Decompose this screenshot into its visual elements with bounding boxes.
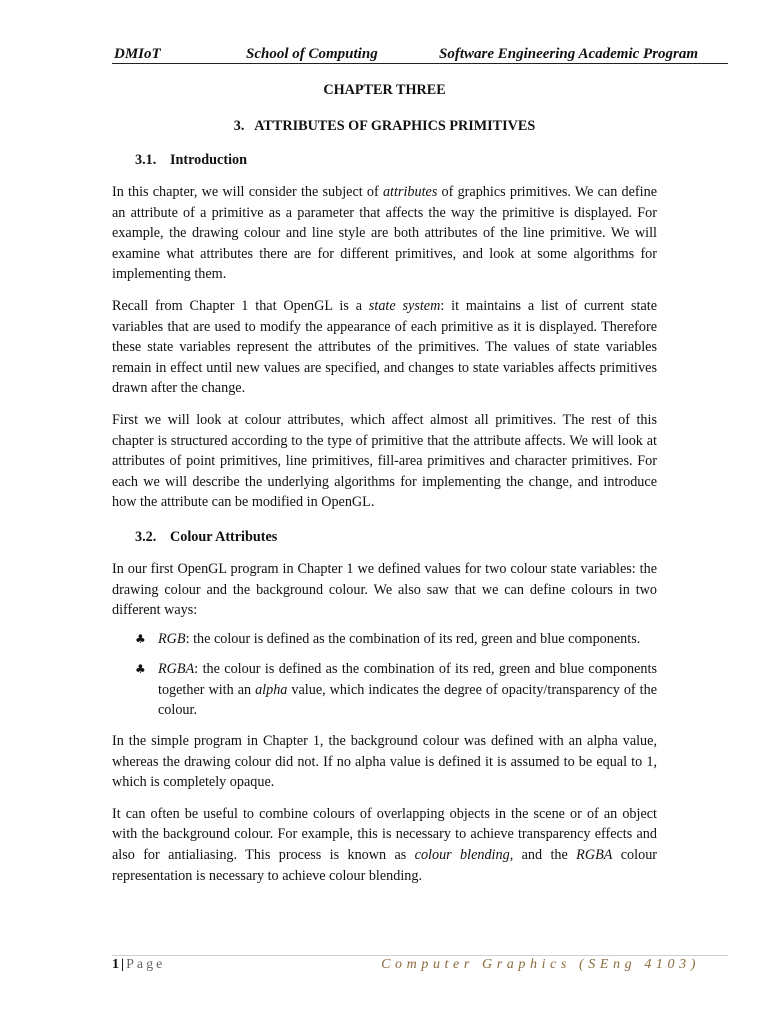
paragraph-colour-blending — [112, 804, 657, 886]
text-run: : it maintains a list of current state variables that are used to modify the appearance of each primitive as it is displayed. Therefore these state variables represent the attributes of the primitives. The values of state variables remain in effect until new values are specified, and changes to state variables affects primitives drawn after the change. — [112, 297, 657, 397]
text-run: Recall from Chapter 1 that OpenGL is a — [112, 297, 369, 314]
page-number: 1 — [112, 957, 119, 972]
document-body — [112, 80, 657, 897]
text-run: of graphics primitives. We can define an attribute of a primitive as a parameter that affects the way the primitive is displayed. For example, the drawing colour and line style are both attributes of the line primitive. We will examine what attributes there are for different primitives, and look at some algorithms for implementing them. — [112, 184, 657, 283]
footer-separator: | — [121, 957, 125, 972]
footer-divider — [112, 955, 728, 956]
term-rgba: RGBA — [158, 661, 195, 678]
subsection-title: Colour Attributes — [170, 528, 278, 545]
club-bullet-icon: ♣ — [135, 662, 146, 677]
emphasis-alpha: alpha — [255, 681, 288, 698]
text-run: , and the — [509, 847, 577, 864]
header-school: School of Computing — [246, 46, 378, 62]
header-institution: DMIoT — [114, 46, 161, 62]
subsection-number: 3.2. — [135, 528, 157, 545]
emphasis-attributes: attributes — [382, 184, 438, 200]
paragraph-chapter-structure: First we will look at colour attributes, which affect almost all primitives. The rest of this chapter is structured according to the type of primitive that the attribute affects. We will look at attributes of point primitives, line primitives, fill-area primitives and character primitives. For each we will describe the underlying algorithms for implementing the change, and introduce how the attribute can be modified in OpenGL. — [112, 411, 657, 511]
page-indicator — [112, 957, 165, 973]
term-rgb: RGB — [158, 630, 186, 647]
subsection-heading-introduction — [135, 150, 657, 170]
chapter-title: CHAPTER THREE — [323, 82, 446, 98]
list-item-rgba — [112, 659, 657, 721]
paragraph-intro-attributes — [112, 182, 657, 285]
text-run: value, which indicates the degree of opacity/transparency of the colour. — [158, 681, 657, 719]
header-divider — [112, 63, 728, 64]
paragraph-state-system — [112, 296, 657, 399]
text-run: In this chapter, we will consider the subject of — [112, 184, 383, 200]
club-bullet-icon: ♣ — [135, 631, 146, 646]
footer-course-title: Computer Graphics (SEng 4103) — [381, 957, 700, 972]
emphasis-state-system: state system — [368, 297, 441, 314]
page-label: Page — [126, 957, 166, 972]
subsection-heading-colour-attributes — [135, 527, 657, 547]
page-footer — [112, 957, 700, 977]
subsection-title: Introduction — [170, 152, 247, 168]
colour-model-list — [112, 629, 657, 721]
text-run: : the colour is defined as the combination of its red, green and blue components together with an — [158, 661, 657, 698]
text-run: : the colour is defined as the combination of its red, green and blue components. — [185, 630, 641, 647]
emphasis-colour-blending: colour blending — [414, 847, 510, 864]
section-title: 3. ATTRIBUTES OF GRAPHICS PRIMITIVES — [233, 118, 536, 134]
list-item-rgb — [112, 629, 657, 650]
text-run: It can often be useful to combine colours of overlapping objects in the scene or of an object with the background colour. For example, this is necessary to achieve transparency effects and also for antialiasing. This process is known as — [112, 805, 657, 864]
header-program: Software Engineering Academic Program — [439, 46, 699, 62]
paragraph-colour-state: In our first OpenGL program in Chapter 1 we defined values for two colour state variables: the drawing colour and the background colour. We also saw that we can define colours in two different ways: — [112, 560, 657, 619]
text-run: colour representation is necessary to achieve colour blending. — [112, 847, 658, 884]
paragraph-alpha-default: In the simple program in Chapter 1, the background colour was defined with an alpha value, whereas the drawing colour did not. If no alpha value is defined it is assumed to be equal to 1, which is completely opaque. — [112, 733, 657, 791]
emphasis-rgba: RGBA — [576, 847, 613, 864]
page-header — [112, 46, 728, 64]
subsection-number: 3.1. — [135, 152, 157, 168]
